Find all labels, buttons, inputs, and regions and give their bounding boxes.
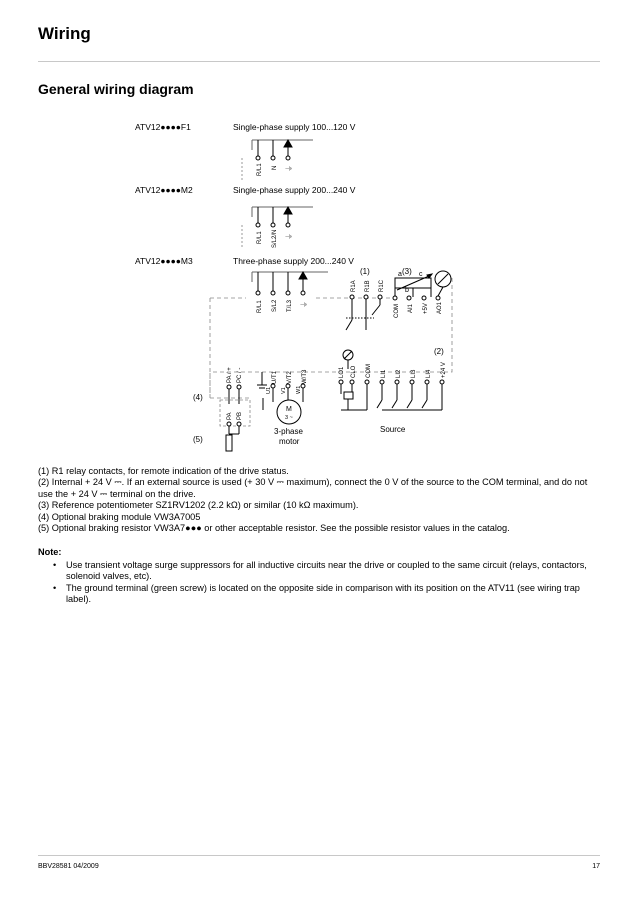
section-title: General wiring diagram	[38, 81, 194, 97]
supply-label-m3: Three-phase supply 200...240 V	[233, 256, 354, 266]
logic-terminal-7: +24 V	[441, 362, 447, 378]
resistor-terminal-1: PB	[237, 411, 243, 420]
motor-terminal-0: U/T1	[272, 370, 278, 384]
model-label-f1: ATV12●●●●F1	[135, 122, 191, 132]
footnote-3: (3) Reference potentiometer SZ1RV1202 (2.2 kΩ) or similar (10 kΩ maximum).	[38, 500, 359, 511]
model-label-m2: ATV12●●●●M2	[135, 185, 193, 195]
logic-terminal-6: LI4	[426, 369, 432, 378]
relay-terminal-1: R1B	[365, 280, 371, 292]
relay-terminal-2: R1C	[379, 279, 385, 292]
logic-terminal-0: LO1	[339, 366, 345, 378]
motor-terminal-2: W/T3	[302, 369, 308, 384]
motor-inner-terminal-0: U1	[266, 386, 272, 394]
callout-2: (2)	[434, 347, 444, 356]
logic-terminal-3: LI1	[381, 369, 387, 378]
resistor-terminal-0: PA	[227, 412, 233, 420]
terminal-m2-2: ⏚	[286, 233, 293, 240]
braking-connections	[227, 372, 267, 404]
terminal-f1-0: R/L1	[257, 163, 263, 176]
terminal-m2-0: R/L1	[257, 231, 263, 244]
source-label: Source	[380, 425, 406, 434]
logic-terminal-4: LI2	[396, 369, 402, 378]
footer-rule	[38, 855, 600, 856]
terminal-f1-2: ⏚	[286, 165, 293, 172]
analog-terminal-1: AI1	[408, 303, 414, 313]
motor-label-line-1: 3-phase	[274, 427, 303, 436]
logic-io-wiring	[339, 350, 444, 410]
braking-module	[220, 400, 250, 426]
braking-terminal-0: PA / +	[227, 367, 233, 383]
supply-label-f1: Single-phase supply 100...120 V	[233, 122, 356, 132]
page-number: 17	[592, 863, 600, 870]
pot-label-a: a	[398, 271, 402, 278]
terminal-block-m3	[252, 272, 328, 295]
footnote-4: (4) Optional braking module VW3A7005	[38, 511, 201, 522]
bullet-item	[53, 583, 603, 606]
footnote-1: (1) R1 relay contacts, for remote indication of the drive status.	[38, 466, 289, 476]
motor-inner-terminal-2: W1	[296, 385, 302, 394]
analog-terminal-3: AO1	[437, 301, 443, 314]
motor-sub-symbol: 3 ~	[285, 415, 293, 421]
note-heading: Note:	[38, 547, 62, 557]
motor-symbol: M	[286, 406, 292, 413]
bullet-text: solenoid valves, etc).	[66, 571, 152, 582]
note-bullets	[53, 560, 603, 606]
model-label-m3: ATV12●●●●M3	[135, 256, 193, 266]
motor-terminal-1: V/T2	[287, 371, 293, 384]
relay-r1	[346, 295, 382, 330]
bullet-item-cont	[53, 571, 603, 582]
analog-terminal-2: +5V	[423, 303, 429, 314]
callout-4: (4)	[193, 393, 203, 402]
supply-label-m2: Single-phase supply 200...240 V	[233, 185, 356, 195]
motor-label-line-2: motor	[279, 437, 300, 446]
bullet-text: The ground terminal (green screw) is located on the opposite side in comparison with its position on the ATV11 (see wiring trap label).	[66, 582, 580, 605]
terminal-m3-2: T/L3	[287, 299, 293, 312]
bullet-text: Use transient voltage surge suppressors for all inductive circuits near the drive or coupled to the same circuit (relays, contactors,	[66, 560, 587, 570]
analog-terminal-0: COM	[394, 304, 400, 318]
footnotes	[38, 466, 603, 534]
terminal-f1-1: N	[272, 165, 278, 170]
callout-3: (3)	[402, 267, 412, 276]
pot-label-b: b	[405, 287, 409, 294]
bullet-dot-icon: •	[53, 560, 57, 570]
callout-1: (1)	[360, 267, 370, 276]
terminal-m3-0: R/L1	[257, 300, 263, 313]
bullet-dot-icon: •	[53, 582, 57, 593]
footnote-5: (5) Optional braking resistor VW3A7●●● or other acceptable resistor. See the possible resistor values in the catalog.	[38, 523, 510, 534]
pot-label-c: c	[419, 271, 423, 278]
motor-inner-terminal-1: V1	[281, 387, 287, 394]
logic-terminal-2: COM	[366, 364, 372, 378]
terminal-m2-1: S/L2/N	[272, 229, 278, 248]
braking-terminal-1: PC / -	[237, 367, 243, 383]
footnote-2-cont: use the + 24 V ⎓ terminal on the drive.	[38, 488, 196, 499]
logic-terminal-5: LI3	[411, 369, 417, 378]
terminal-block-f1	[242, 140, 313, 180]
relay-terminal-0: R1A	[351, 280, 357, 292]
terminal-m3-3: ⏚	[301, 301, 308, 308]
callout-5: (5)	[193, 435, 203, 444]
page-title: Wiring	[38, 24, 91, 43]
bullet-item	[53, 560, 603, 571]
terminal-m3-1: S/L2	[272, 299, 278, 312]
drive-outline	[210, 278, 452, 398]
document-reference: BBV28581 04/2009	[38, 863, 99, 870]
footnote-2: (2) Internal + 24 V ⎓. If an external source is used (+ 30 V ⎓ maximum), connect the 0 V of the source to the COM terminal, and do not	[38, 477, 588, 488]
logic-terminal-1: CLO	[351, 365, 357, 378]
